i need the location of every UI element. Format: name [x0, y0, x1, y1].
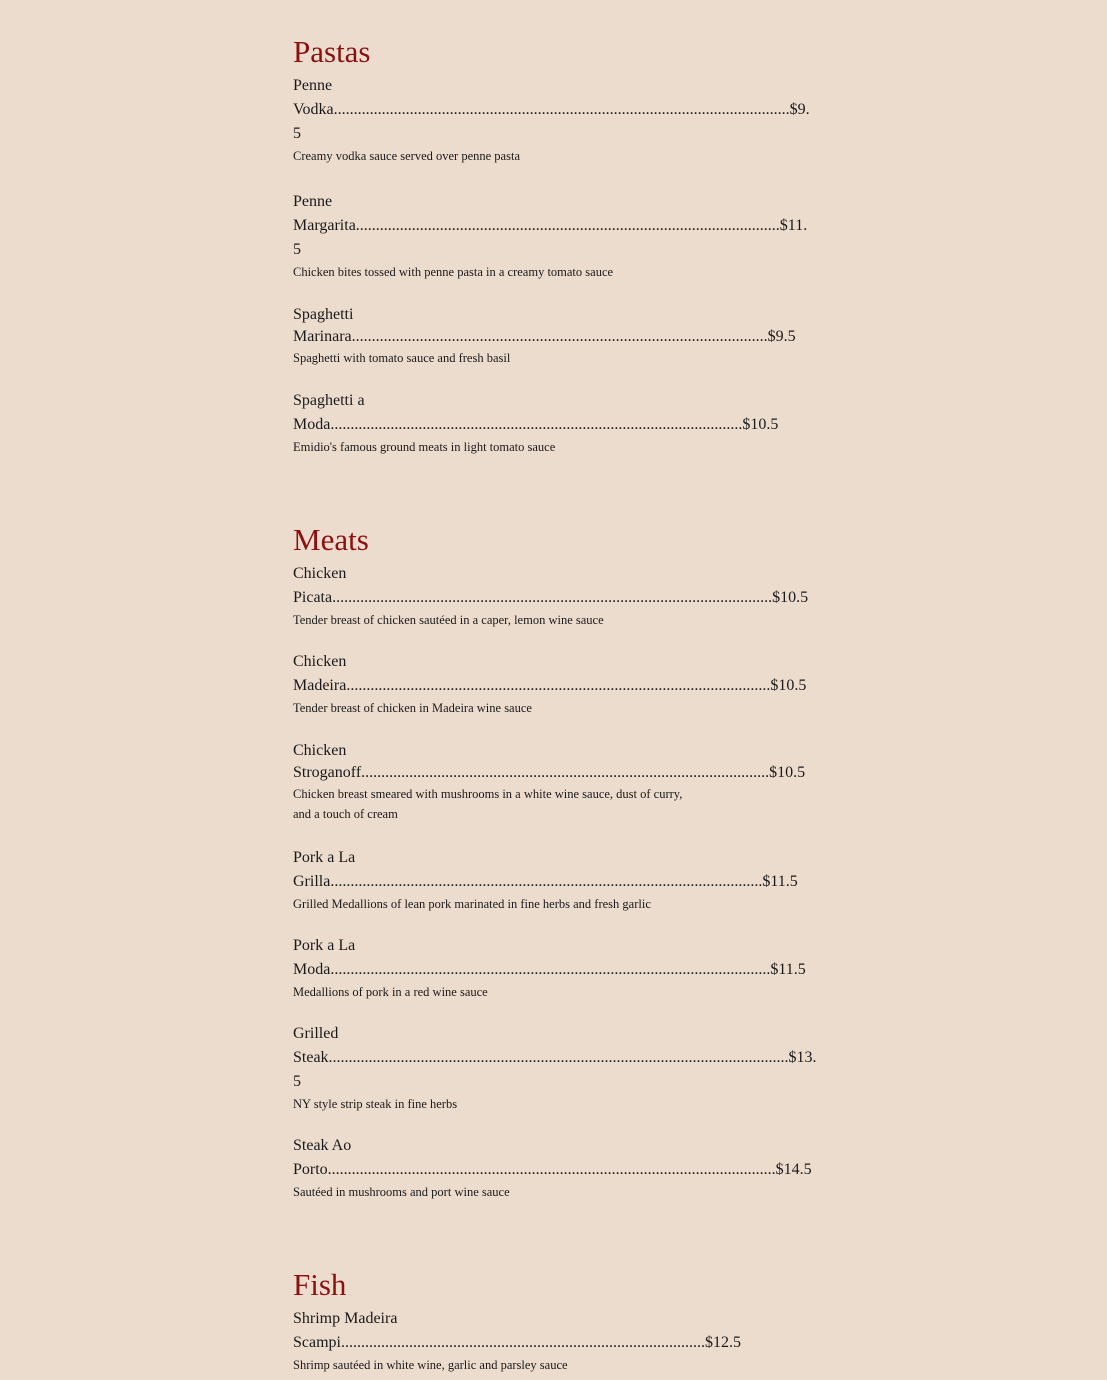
dot-leader: ..............................................................................................................	[332, 589, 773, 606]
item-name-text: Grilla	[293, 873, 331, 890]
item-price-wrap: 5	[293, 1073, 301, 1090]
menu-item-pork-a-la-moda	[293, 934, 806, 1002]
menu-item-spaghetti-marinara	[293, 304, 796, 368]
item-name-line1: Spaghetti	[293, 306, 354, 323]
dot-leader: ..........................................................................................................	[355, 217, 780, 234]
item-name-text: Scampi	[293, 1334, 341, 1351]
item-name-line2	[293, 413, 778, 437]
dot-leader: ...........................................................................................	[341, 1334, 705, 1351]
item-name-line1: Spaghetti a	[293, 392, 365, 409]
item-name	[293, 304, 796, 348]
item-price: $10.5	[742, 416, 779, 433]
item-name-line1: Pork a La	[293, 937, 356, 954]
menu-item-shrimp-madeira-scampi	[293, 1307, 741, 1375]
item-description: Tender breast of chicken sautéed in a caper, lemon wine sauce	[293, 613, 604, 627]
item-name-text: Moda	[293, 961, 331, 978]
dot-leader: ................................................................................................................	[327, 1161, 776, 1178]
item-name	[293, 740, 805, 784]
item-name-text: Stroganoff	[293, 764, 362, 781]
item-name-line1: Chicken	[293, 653, 347, 670]
item-price-wrap: 5	[293, 241, 301, 258]
item-description: NY style strip steak in fine herbs	[293, 1097, 458, 1111]
item-name-text: Madeira	[293, 677, 347, 694]
item-name-line1: Penne	[293, 193, 333, 210]
item-name-text: Porto	[293, 1161, 328, 1178]
item-price: $10.5	[769, 764, 806, 781]
item-price: $11.	[779, 217, 808, 234]
item-price: $13.	[788, 1049, 817, 1066]
item-name-line1: Shrimp Madeira	[293, 1310, 398, 1327]
item-name-line2	[293, 1158, 812, 1182]
item-name-line1: Pork a La	[293, 849, 356, 866]
dot-leader: ...................................................................................................................	[328, 1049, 789, 1066]
item-name-line1: Chicken	[293, 565, 347, 582]
item-name	[293, 1022, 817, 1094]
menu-item-pork-a-la-grilla	[293, 846, 798, 914]
menu-item-grilled-steak	[293, 1022, 817, 1114]
item-name-line1: Penne	[293, 77, 333, 94]
item-name-line1: Steak Ao	[293, 1137, 352, 1154]
item-description: Emidio's famous ground meats in light tomato sauce	[293, 440, 556, 454]
menu-item-chicken-madeira	[293, 650, 806, 718]
item-name-line2	[293, 762, 805, 784]
menu-item-steak-ao-porto	[293, 1134, 812, 1202]
dot-leader: ........................................................................................................	[351, 328, 768, 345]
item-name	[293, 1307, 741, 1355]
item-name-line1: Grilled	[293, 1025, 339, 1042]
item-price: $10.5	[772, 589, 809, 606]
section-title-pastas: Pastas	[293, 34, 371, 69]
item-name-line2	[293, 326, 796, 348]
dot-leader: .......................................................................................................	[330, 416, 743, 433]
dot-leader: ..........................................................................................................	[346, 677, 771, 694]
item-description-line1: Chicken breast smeared with mushrooms in a white wine sauce, dust of curry,	[293, 787, 683, 801]
item-description: Shrimp sautéed in white wine, garlic and parsley sauce	[293, 1358, 568, 1372]
item-name-line2	[293, 958, 806, 982]
menu-item-spaghetti-a-moda	[293, 389, 778, 457]
item-description: Tender breast of chicken in Madeira wine sauce	[293, 701, 532, 715]
item-description: Spaghetti with tomato sauce and fresh basil	[293, 351, 511, 365]
item-name-text: Margarita	[293, 217, 356, 234]
dot-leader: ..................................................................................................................	[333, 101, 790, 118]
item-price: $10.5	[770, 677, 807, 694]
dot-leader: ......................................................................................................	[361, 764, 770, 781]
item-name	[293, 846, 798, 894]
item-description: Grilled Medallions of lean pork marinated in fine herbs and fresh garlic	[293, 897, 651, 911]
item-description: Chicken bites tossed with penne pasta in a creamy tomato sauce	[293, 265, 614, 279]
item-name-line2	[293, 98, 810, 122]
item-name	[293, 389, 778, 437]
item-price: $12.5	[705, 1334, 741, 1351]
item-name-line2	[293, 1331, 741, 1355]
item-name-text: Steak	[293, 1049, 329, 1066]
item-price: $11.5	[770, 961, 806, 978]
item-name-text: Marinara	[293, 328, 352, 345]
menu-item-penne-vodka	[293, 74, 810, 166]
dot-leader: ............................................................................................................	[330, 873, 763, 890]
item-name	[293, 650, 806, 698]
item-name	[293, 74, 810, 146]
item-description-line2: and a touch of cream	[293, 807, 398, 821]
item-name-line1: Chicken	[293, 742, 347, 759]
item-price-wrap: 5	[293, 125, 301, 142]
item-description: Medallions of pork in a red wine sauce	[293, 985, 488, 999]
menu-item-chicken-stroganoff	[293, 740, 805, 824]
menu-item-chicken-picata	[293, 562, 808, 630]
dot-leader: ..............................................................................................................	[330, 961, 771, 978]
menu-item-penne-margarita	[293, 190, 807, 282]
item-description: Sautéed in mushrooms and port wine sauce	[293, 1185, 510, 1199]
item-name	[293, 562, 808, 610]
item-name	[293, 1134, 812, 1182]
item-name	[293, 190, 807, 262]
item-price: $9.	[789, 101, 810, 118]
section-title-fish: Fish	[293, 1267, 347, 1302]
item-name-line2	[293, 674, 806, 698]
section-title-meats: Meats	[293, 522, 369, 557]
item-name-text: Vodka	[293, 101, 334, 118]
item-name	[293, 934, 806, 982]
item-description: Creamy vodka sauce served over penne pasta	[293, 149, 520, 163]
item-name-text: Picata	[293, 589, 333, 606]
item-name-text: Moda	[293, 416, 331, 433]
item-price: $11.5	[762, 873, 798, 890]
item-price: $14.5	[775, 1161, 812, 1178]
item-name-line2	[293, 214, 807, 238]
item-price: $9.5	[767, 328, 796, 345]
item-name-line2	[293, 586, 808, 610]
item-name-line2	[293, 1046, 817, 1070]
item-name-line2	[293, 870, 798, 894]
item-description	[293, 784, 805, 824]
